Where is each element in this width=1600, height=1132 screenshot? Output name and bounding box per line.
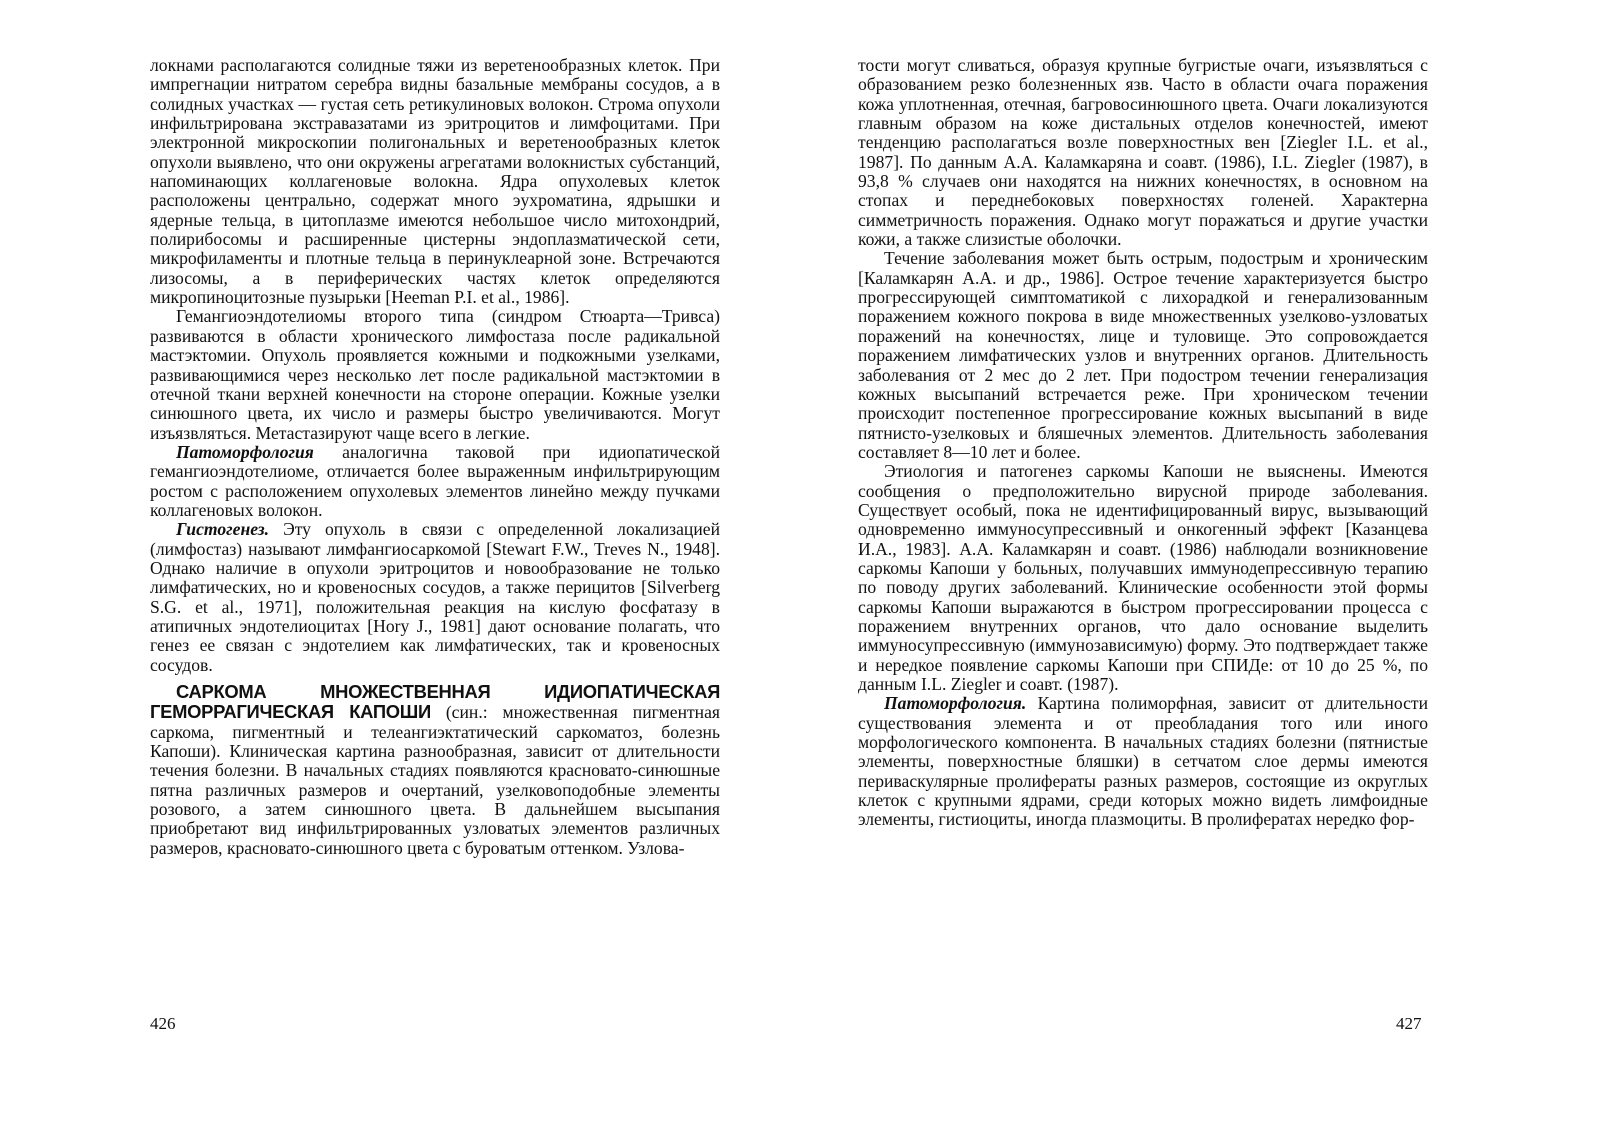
right-paragraph-2: Течение заболевания может быть острым, подострым и хроническим [Каламкарян А.А. и др., 1986]. Острое течение характеризуется быстро прогрессирующей симптоматикой с лихорадкой и генерализованным поражением кожного покрова в виде множественных узелково-узловатых поражений на конечностях, лице и туловище. Это сопровождается поражением лимфатических узлов и внутренних органов. Длительность заболевания от 2 мес до 2 лет. При подостром течении генерализация кожных высыпаний встречается реже. При хроническом течении происходит постепенное прогрессирование кожных высыпаний в виде пятнисто-узелковых и бляшечных элементов. Длительность заболевания составляет 8—10 лет и более. [858, 248, 1428, 462]
right-paragraph-1: тости могут сливаться, образуя крупные бугристые очаги, изъязвляться с образованием резко болезненных язв. Часто в области очага поражения кожа уплотненная, отечная, багровосинюшного цвета. Очаги локализуются главным образом на коже дистальных отделов конечностей, имеют тенденцию располагаться возле поверхностных вен [Ziegler I.L. et al., 1987]. По данным А.А. Каламкаряна и соавт. (1986), I.L. Ziegler (1987), в 93,8 % случаев они находятся на нижних конечностях, в основном на стопах и переднебоковых поверхностях голеней. Характерна симметричность поражения. Однако могут поражаться и другие участки кожи, а также слизистые оболочки. [858, 55, 1428, 250]
page-number-left: 426 [150, 1014, 176, 1033]
left-paragraph-2: Гемангиоэндотелиомы второго типа (синдром Стюарта—Тривса) развиваются в области хронического лимфостаза после радикальной мастэктомии. Опухоль проявляется кожными и подкожными узелками, развивающимися через несколько лет после радикальной мастэктомии в отечной ткани верхней конечности на стороне операции. Кожные узелки синюшного цвета, их число и размеры быстро увеличиваются. Могут изъязвляться. Метастазируют чаще всего в легкие. [150, 306, 720, 443]
right-paragraph-4-text: Картина полиморфная, зависит от длительности существования элемента и от преобладания того или иного морфологического компонента. В начальных стадиях болезни (пятнистые элементы, поверхностные бляшки) в сетчатом слое дермы имеются периваскулярные пролифераты разных размеров, состоящие из округлых клеток с крупными ядрами, среди которых можно видеть лимфоидные элементы, гистиоциты, иногда плазмоциты. В пролифератах нередко фор- [858, 693, 1428, 830]
pathomorphology-lead: Патоморфология [176, 441, 314, 462]
right-paragraph-4 [858, 694, 1428, 829]
histogenesis-lead: Гистогенез. [176, 519, 270, 540]
kaposi-section [150, 682, 720, 858]
left-paragraph-1: локнами располагаются солидные тяжи из веретенообразных клеток. При импрегнации нитратом серебра видны базальные мембраны сосудов, а в солидных участках — густая сеть ретикулиновых волокон. Строма опухоли инфильтрирована экстравазатами из эритроцитов и лимфоцитами. При электронной микроскопии полигональных и веретенообразных клеток опухоли выявлено, что они окружены агрегатами волокнистых субстанций, напоминающих коллагеновые волокна. Ядра опухолевых клеток расположены центрально, содержат много эухроматина, ядрышки и ядерные тельца, в цитоплазме имеются небольшое число митохондрий, полирибосомы и расширенные цистерны эндоплазматической сети, микрофиламенты и плотные тельца в перинуклеарной зоне. Встречаются лизосомы, а в периферических частях клеток определяются микропиноцитозные пузырьки [Heeman P.I. et al., 1986]. [150, 55, 720, 308]
left-paragraph-5-text: (син.: множественная пигментная саркома, пигментный и телеангиэктатический саркоматоз, болезнь Капоши). Клиническая картина разнообразная, зависит от длительности течения болезни. В начальных стадиях появляются красновато-синюшные пятна различных размеров и очертаний, узелковоподобные элементы розового, а затем синюшного цвета. В дальнейшем высыпания приобретают вид инфильтрированных узловатых элементов различных размеров, красновато-синюшного цвета с буроватым оттенком. Узлова- [150, 702, 720, 858]
left-paragraph-4 [150, 520, 720, 675]
right-paragraph-3: Этиология и патогенез саркомы Капоши не выяснены. Имеются сообщения о предположительно вирусной природе заболевания. Существует особый, пока не идентифицированный вирус, вызывающий одновременно иммуносупрессивный и онкогенный эффект [Казанцева И.А., 1983]. А.А. Каламкарян и соавт. (1986) наблюдали возникновение саркомы Капоши у больных, получавших иммунодепрессивную терапию по поводу других заболеваний. Клинические особенности этой формы саркомы Капоши выражаются в быстром прогрессировании процесса с поражением внутренних органов, что дало основание выделить иммуносупрессивную (иммунозависимую) форму. Это подтверждает также и нередкое появление саркомы Капоши при СПИДе: от 10 до 25 %, по данным I.L. Ziegler и соавт. (1987). [858, 461, 1428, 694]
right-page [858, 56, 1428, 830]
left-paragraph-4-text: Эту опухоль в связи с определенной локализацией (лимфостаз) называют лимфангиосаркомой [Stewart F.W., Treves N., 1948]. Однако наличие в опухоли эритроцитов и новообразование не только лимфатических, но и кровеносных сосудов, а также перицитов [Silverberg S.G. et al., 1971], положительная реакция на кислую фосфатазу в атипичных эндотелиоцитах [Hory J., 1981] дают основание полагать, что генез ее связан с эндотелием как лимфатических, так и кровеносных сосудов. [150, 519, 720, 675]
left-paragraph-3 [150, 443, 720, 520]
pathomorphology-lead-right: Патоморфология. [884, 693, 1027, 714]
page-number-right: 427 [1396, 1014, 1422, 1033]
left-paragraph-3-text: аналогична таковой при идиопатической гемангиоэндотелиоме, отличается более выраженным инфильтрирующим ростом с расположением опухолевых элементов линейно между пучками коллагеновых волокон. [150, 441, 720, 520]
left-page [150, 56, 720, 858]
section-heading: САРКОМА МНОЖЕСТВЕННАЯ ИДИОПАТИЧЕСКАЯ ГЕМОРРАГИЧЕСКАЯ КАПОШИ [150, 681, 720, 723]
